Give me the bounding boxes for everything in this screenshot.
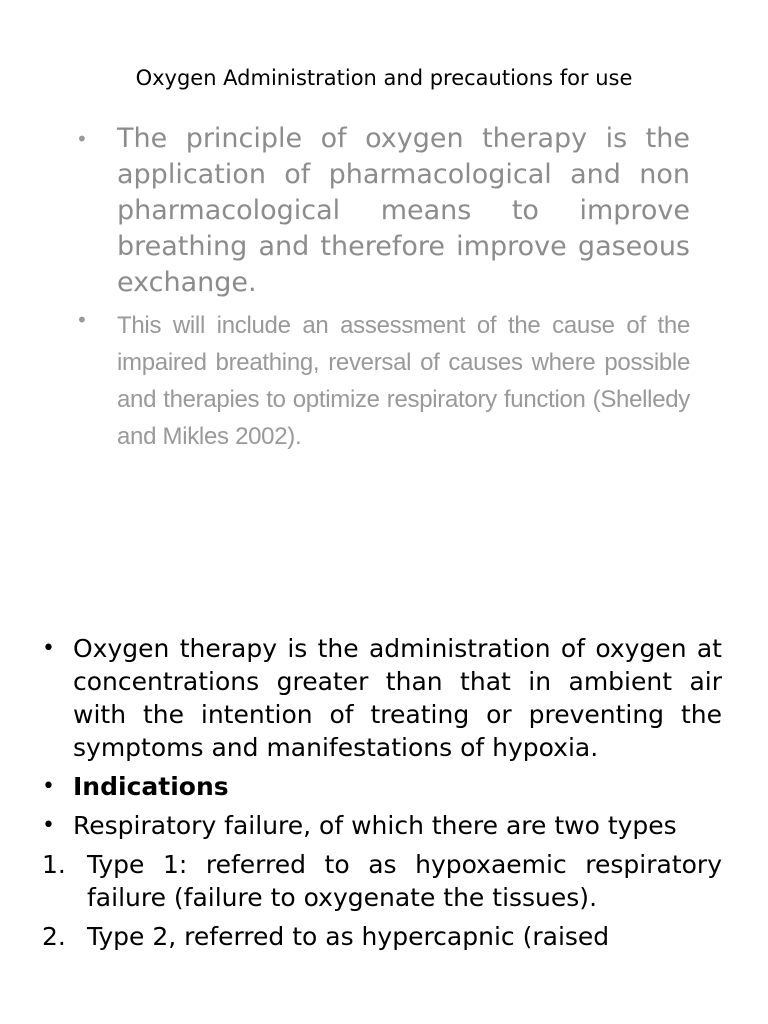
main-content — [42, 632, 722, 953]
list-item-text: This will include an assessment of the cause of the impaired breathing, reversal of causes where possible and therapies to optimize respiratory function (Shelledy and Mikles 2002). — [117, 312, 690, 450]
numbered-item — [42, 920, 722, 953]
bullet-icon: • — [42, 636, 55, 661]
bullet-icon: • — [42, 774, 55, 799]
numbered-item-text: Type 2, referred to as hypercapnic (raised — [87, 922, 610, 951]
list-item — [42, 632, 722, 764]
bullet-icon: • — [42, 813, 55, 838]
list-item-text: The principle of oxygen therapy is the application of pharmacological and non pharmacological means to improve breathing and therefore improve gaseous exchange. — [117, 123, 690, 298]
list-item — [76, 307, 690, 455]
numbered-item-text: Type 1: referred to as hypoxaemic respiratory failure (failure to oxygenate the tissues). — [87, 850, 722, 912]
content-bullet-list — [42, 632, 722, 842]
page-title: Oxygen Administration and precautions for use — [135, 66, 633, 90]
bullet-icon: • — [76, 127, 88, 151]
numbered-item — [42, 848, 722, 914]
bullet-icon: • — [76, 308, 88, 332]
numbered-list — [42, 848, 722, 953]
item-number: 2. — [42, 922, 66, 951]
list-item — [76, 121, 690, 301]
list-item-text: Oxygen therapy is the administration of oxygen at concentrations greater than that in ambient air with the intention of treating or preventing the symptoms and manifestations of hypoxia. — [73, 634, 722, 762]
item-number: 1. — [42, 850, 66, 879]
list-item — [42, 770, 722, 803]
intro-bullet-list — [76, 121, 690, 455]
list-item-text: Respiratory failure, of which there are two types — [73, 811, 677, 840]
list-item — [42, 809, 722, 842]
indications-heading: Indications — [73, 772, 229, 801]
